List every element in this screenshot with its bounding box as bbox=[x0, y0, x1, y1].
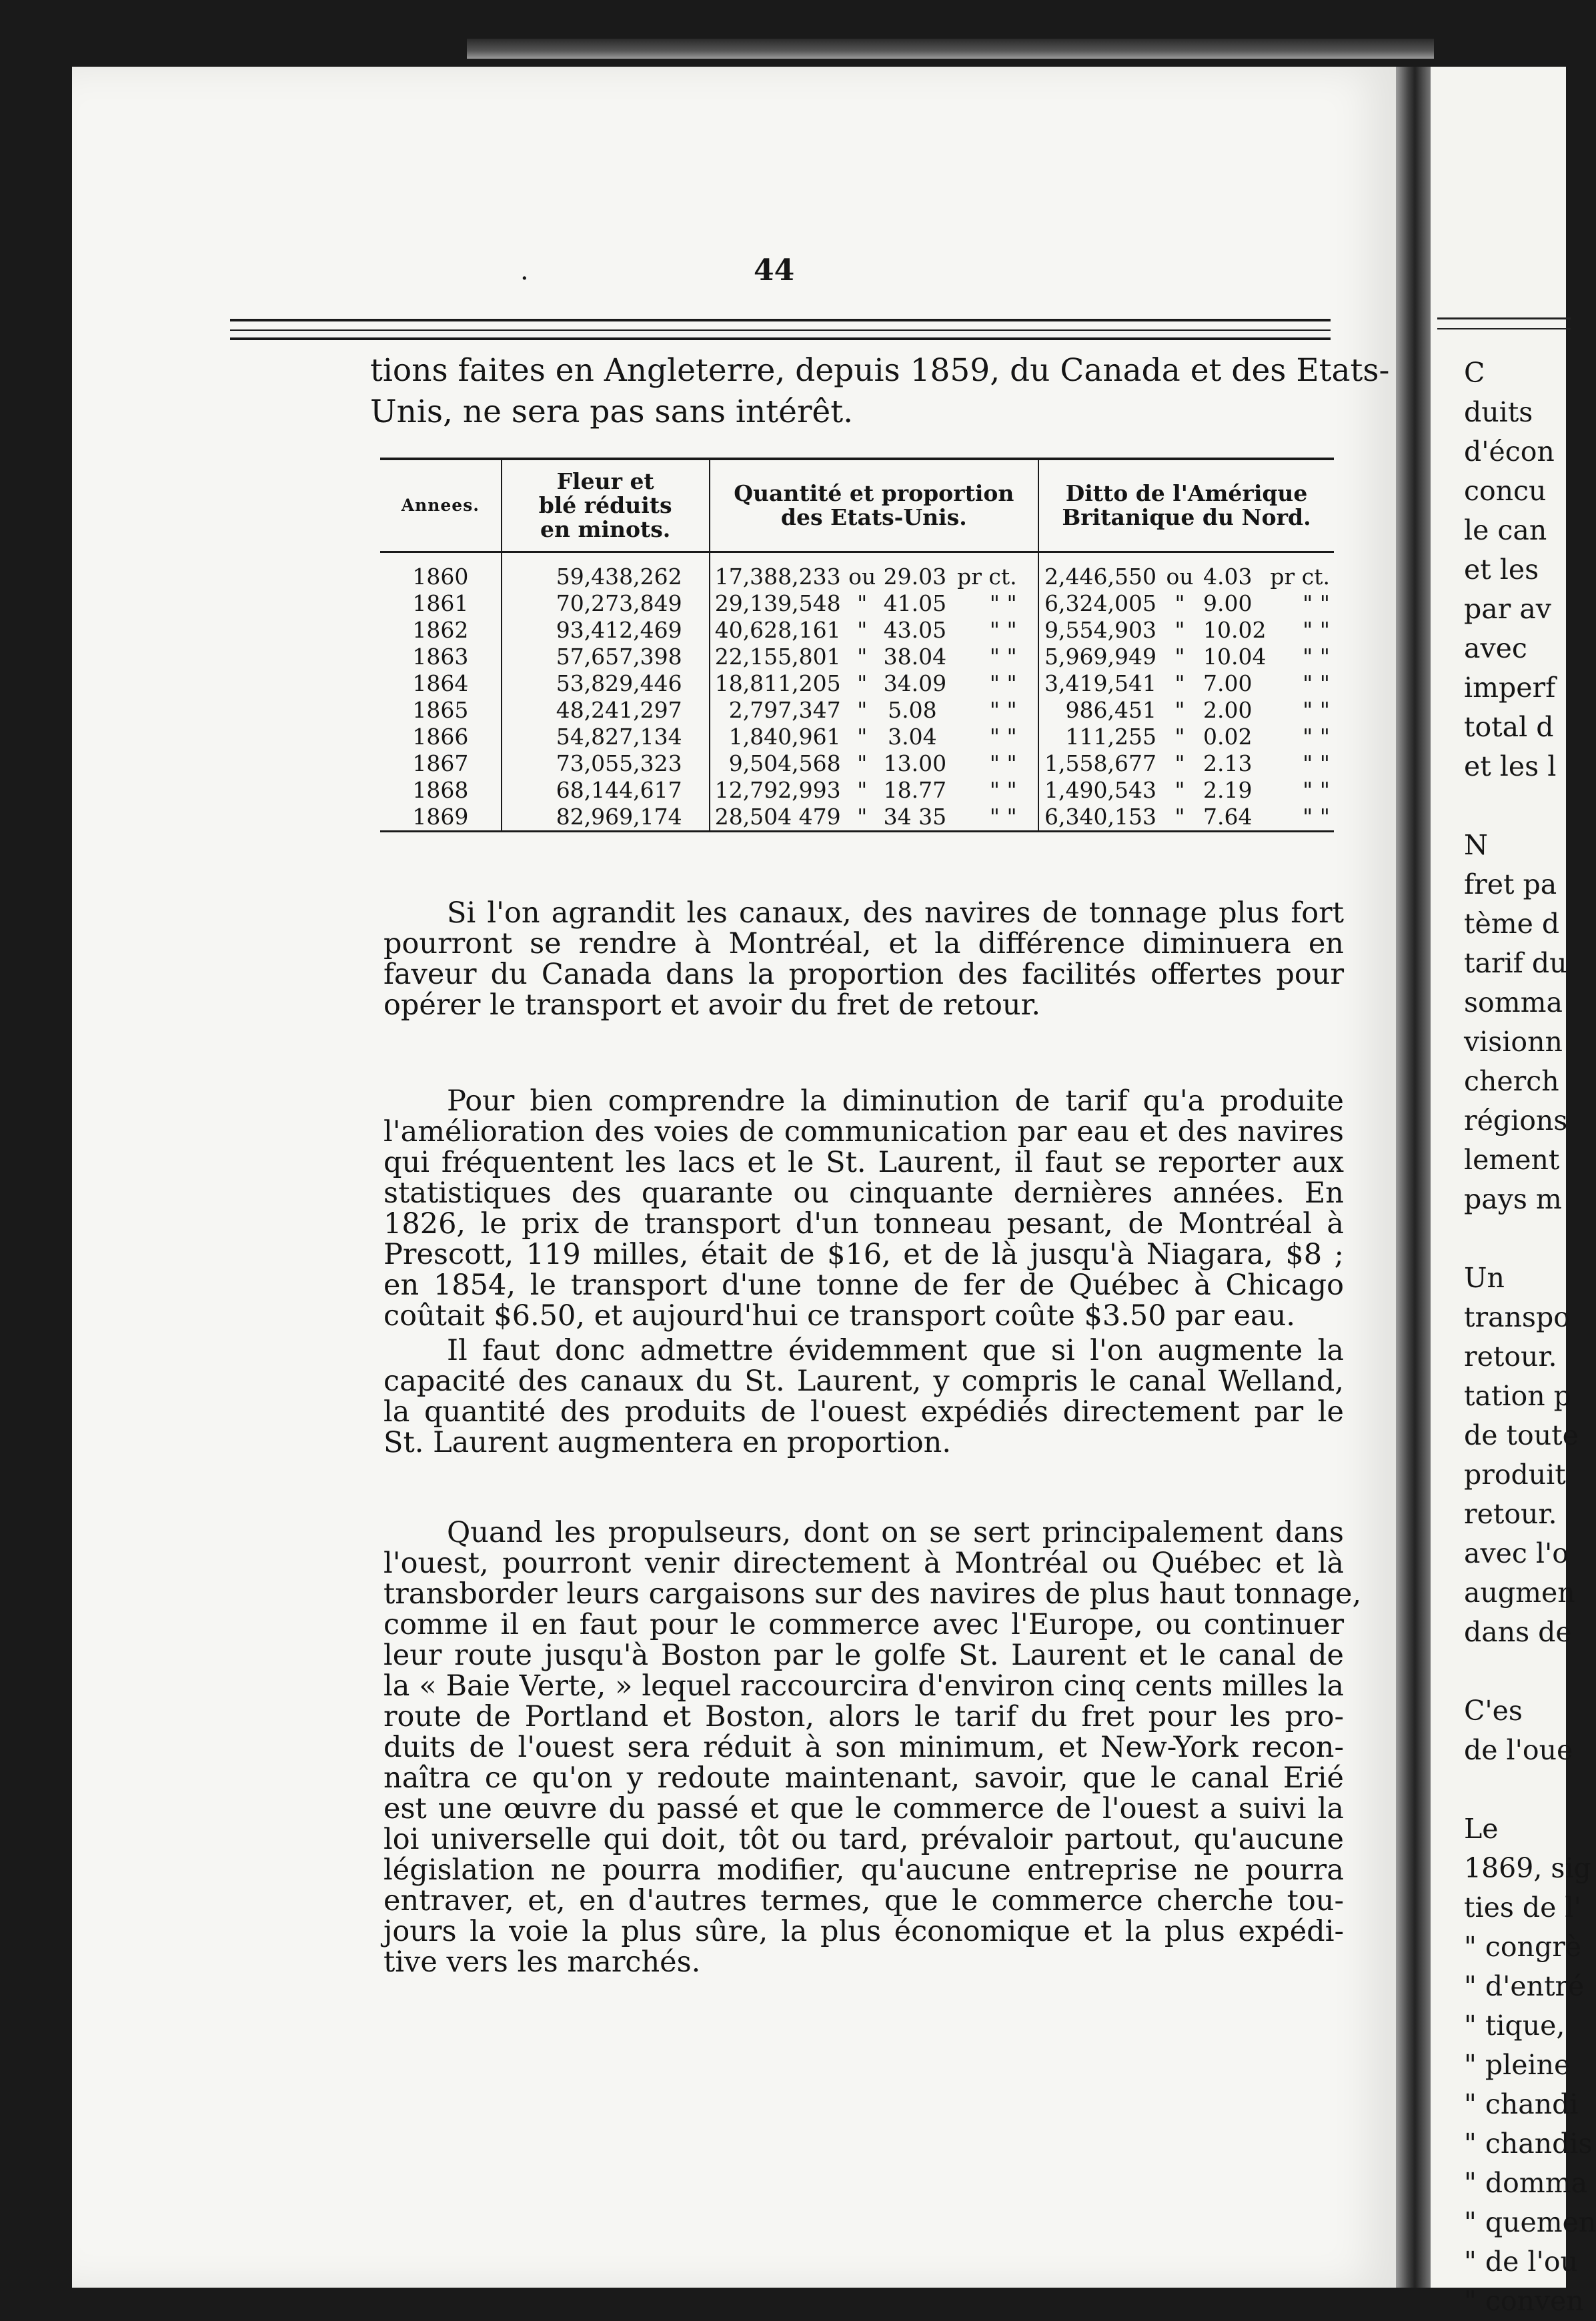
table-row bbox=[380, 804, 1334, 832]
british-connector: " bbox=[1174, 804, 1185, 830]
cell-flour: 53,829,446 bbox=[502, 670, 710, 697]
text-line: la quantité des produits de l'ouest expédiés directement par le bbox=[383, 1395, 1344, 1429]
us-percent: 34 35 bbox=[883, 804, 947, 830]
intro-line: Unis, ne sera pas sans intérêt. bbox=[370, 394, 854, 430]
us-percent: 5.08 bbox=[888, 697, 937, 723]
british-quantity: 1,490,543 bbox=[1044, 777, 1156, 803]
adjacent-page-line bbox=[1464, 786, 1596, 826]
adjacent-page-line: tation p bbox=[1464, 1380, 1571, 1412]
british-percent: 2.19 bbox=[1203, 777, 1253, 803]
table-row bbox=[380, 590, 1334, 617]
adjacent-page-line: duits bbox=[1464, 396, 1533, 428]
british-quantity: 9,554,903 bbox=[1044, 617, 1156, 643]
page-number: 44 bbox=[754, 253, 795, 287]
british-unit: " " bbox=[1303, 804, 1330, 830]
cell-united-states bbox=[710, 750, 1038, 777]
us-quantity: 2,797,347 bbox=[728, 697, 841, 723]
cell-united-states bbox=[710, 724, 1038, 750]
us-quantity: 9,504,568 bbox=[728, 750, 841, 776]
british-unit: " " bbox=[1303, 750, 1330, 776]
us-unit: " " bbox=[989, 617, 1017, 643]
text-line: coûtait $6.50, et aujourd'hui ce transport coûte $3.50 par eau. bbox=[383, 1299, 1296, 1333]
british-percent: 10.04 bbox=[1203, 644, 1267, 670]
us-connector: " bbox=[857, 697, 868, 723]
adjacent-page-line: lement bbox=[1464, 1144, 1560, 1176]
cell-year: 1867 bbox=[412, 750, 469, 776]
british-quantity: 6,324,005 bbox=[1044, 590, 1156, 616]
british-percent: 10.02 bbox=[1203, 617, 1267, 643]
adjacent-page-line: somma bbox=[1464, 986, 1563, 1018]
adjacent-page-line: produit bbox=[1464, 1459, 1566, 1491]
adjacent-page-line: C bbox=[1464, 357, 1485, 389]
adjacent-page-line bbox=[1464, 1219, 1596, 1259]
adjacent-page-line: de toute bbox=[1464, 1419, 1579, 1451]
cell-british-america bbox=[1038, 670, 1334, 697]
british-connector: " bbox=[1174, 697, 1185, 723]
adjacent-page-line: avec l'o bbox=[1464, 1537, 1569, 1569]
intro-line: tions faites en Angleterre, depuis 1859, du Canada et des Etats- bbox=[370, 352, 1390, 389]
us-quantity: 40,628,161 bbox=[714, 617, 841, 643]
cell-year: 1864 bbox=[412, 670, 469, 696]
cell-year: 1866 bbox=[412, 724, 469, 750]
adjacent-page-line: fret pa bbox=[1464, 868, 1557, 900]
us-unit: " " bbox=[989, 670, 1017, 696]
adjacent-page-line: pays m bbox=[1464, 1183, 1562, 1215]
us-percent: 38.04 bbox=[883, 644, 947, 670]
adjacent-page-line: " pleine bbox=[1464, 2049, 1571, 2081]
text-line: la « Baie Verte, » lequel raccourcira d'environ cinq cents milles la bbox=[383, 1669, 1344, 1703]
scan-edge bbox=[467, 39, 1434, 59]
table-header-row bbox=[380, 459, 1334, 552]
cell-british-america bbox=[1038, 552, 1334, 591]
cell-united-states bbox=[710, 617, 1038, 644]
table-row bbox=[380, 644, 1334, 670]
header-rule bbox=[230, 319, 1331, 321]
text-line: en 1854, le transport d'une tonne de fer de Québec à Chicago bbox=[383, 1269, 1344, 1302]
cell-british-america bbox=[1038, 804, 1334, 832]
us-unit: " " bbox=[989, 750, 1017, 776]
text-line: Pour bien comprendre la diminution de tarif qu'a produite bbox=[447, 1084, 1344, 1118]
british-quantity: 6,340,153 bbox=[1044, 804, 1156, 830]
cell-year: 1860 bbox=[412, 564, 469, 590]
header-rule bbox=[230, 337, 1331, 340]
adjacent-page-line: augmen bbox=[1464, 1577, 1575, 1609]
table-row bbox=[380, 777, 1334, 804]
adjacent-page-rule bbox=[1437, 328, 1571, 329]
adjacent-page-line: et les l bbox=[1464, 750, 1557, 782]
british-percent: 7.64 bbox=[1203, 804, 1253, 830]
adjacent-page-line: concu bbox=[1464, 475, 1547, 507]
header-united-states: Quantité et proportion des Etats-Unis. bbox=[710, 459, 1038, 552]
text-line: Il faut donc admettre évidemment que si l'on augmente la bbox=[447, 1334, 1344, 1367]
table-row bbox=[380, 670, 1334, 697]
british-quantity: 5,969,949 bbox=[1044, 644, 1156, 670]
adjacent-page-line: " de l'ou bbox=[1464, 2246, 1578, 2278]
british-percent: 0.02 bbox=[1203, 724, 1253, 750]
us-unit: pr ct. bbox=[957, 564, 1017, 590]
cell-flour: 68,144,617 bbox=[502, 777, 710, 804]
cell-year: 1869 bbox=[380, 804, 502, 832]
adjacent-page-line: " quemen bbox=[1464, 2206, 1596, 2238]
adjacent-page-line: " congrè bbox=[1464, 1931, 1582, 1963]
us-quantity: 18,811,205 bbox=[714, 670, 841, 696]
british-unit: " " bbox=[1303, 724, 1330, 750]
british-unit: " " bbox=[1303, 777, 1330, 803]
adjacent-page-line: de l'oue bbox=[1464, 1734, 1573, 1766]
paragraph bbox=[383, 1516, 1362, 1979]
cell-year: 1862 bbox=[412, 617, 469, 643]
adjacent-page-line: le can bbox=[1464, 514, 1547, 546]
cell-year: 1861 bbox=[412, 590, 469, 616]
adjacent-page-line: d'écon bbox=[1464, 436, 1555, 468]
british-unit: " " bbox=[1303, 697, 1330, 723]
adjacent-page-line: transpo bbox=[1464, 1301, 1570, 1333]
us-quantity: 22,155,801 bbox=[714, 644, 841, 670]
us-connector: " bbox=[857, 590, 868, 616]
cell-british-america bbox=[1038, 617, 1334, 644]
british-percent: 9.00 bbox=[1203, 590, 1253, 616]
us-unit: " " bbox=[989, 777, 1017, 803]
cell-flour: 93,412,469 bbox=[502, 617, 710, 644]
table-row bbox=[380, 697, 1334, 724]
cell-united-states bbox=[710, 804, 1038, 832]
cell-united-states bbox=[710, 777, 1038, 804]
us-quantity: 29,139,548 bbox=[714, 590, 841, 616]
text-line: faveur du Canada dans la proportion des facilités offertes pour bbox=[383, 958, 1344, 991]
us-percent: 3.04 bbox=[888, 724, 937, 750]
us-percent: 29.03 bbox=[883, 564, 947, 590]
text-line: jours la voie la plus sûre, la plus économique et la plus expédi- bbox=[383, 1915, 1344, 1948]
british-percent: 7.00 bbox=[1203, 670, 1253, 696]
text-line: législation ne pourra modifier, qu'aucune entreprise ne pourra bbox=[383, 1853, 1344, 1887]
intro-text bbox=[370, 350, 1390, 433]
text-line: capacité des canaux du St. Laurent, y compris le canal Welland, bbox=[383, 1365, 1344, 1398]
cell-flour: 70,273,849 bbox=[502, 590, 710, 617]
british-quantity: 2,446,550 bbox=[1044, 564, 1156, 590]
british-quantity: 1,558,677 bbox=[1044, 750, 1156, 776]
margin-dot: · bbox=[520, 263, 529, 294]
adjacent-page-line: " d'entré bbox=[1464, 1970, 1585, 2002]
us-connector: " bbox=[857, 777, 868, 803]
text-line: Prescott, 119 milles, était de $16, et de là jusqu'à Niagara, $8 ; bbox=[383, 1238, 1344, 1271]
adjacent-page-line bbox=[1464, 1770, 1596, 1809]
cell-british-america bbox=[1038, 724, 1334, 750]
text-line: opérer le transport et avoir du fret de retour. bbox=[383, 988, 1041, 1022]
adjacent-page-line: et les bbox=[1464, 554, 1539, 586]
british-unit: " " bbox=[1303, 590, 1330, 616]
british-connector: " bbox=[1174, 724, 1185, 750]
adjacent-page-line: C'es bbox=[1464, 1695, 1523, 1727]
table-row bbox=[380, 724, 1334, 750]
table-row bbox=[380, 750, 1334, 777]
cell-british-america bbox=[1038, 697, 1334, 724]
text-line: route de Portland et Boston, alors le tarif du fret pour les pro- bbox=[383, 1700, 1344, 1733]
cell-british-america bbox=[1038, 644, 1334, 670]
text-line: loi universelle qui doit, tôt ou tard, prévaloir partout, qu'aucune bbox=[383, 1823, 1344, 1856]
adjacent-page-line: " chandi bbox=[1464, 2088, 1579, 2120]
us-quantity: 17,388,233 bbox=[714, 564, 841, 590]
british-connector: " bbox=[1174, 750, 1185, 776]
british-connector: " bbox=[1174, 777, 1185, 803]
adjacent-page-line: tarif du bbox=[1464, 947, 1567, 979]
table-row bbox=[380, 617, 1334, 644]
british-connector: " bbox=[1174, 670, 1185, 696]
header-british-america: Ditto de l'Amérique Britanique du Nord. bbox=[1038, 459, 1334, 552]
adjacent-page-line: retour. bbox=[1464, 1341, 1557, 1373]
adjacent-page-line: dans de bbox=[1464, 1616, 1572, 1648]
cell-british-america bbox=[1038, 750, 1334, 777]
us-connector: " bbox=[857, 724, 868, 750]
adjacent-page-line: cherch bbox=[1464, 1065, 1559, 1097]
us-unit: " " bbox=[989, 697, 1017, 723]
adjacent-page-line: visionn bbox=[1464, 1026, 1563, 1058]
adjacent-page-line: " chandis bbox=[1464, 2128, 1593, 2160]
adjacent-page-line: Un bbox=[1464, 1262, 1505, 1294]
text-line: duits de l'ouest sera réduit à son minimum, et New-York recon- bbox=[383, 1731, 1344, 1764]
adjacent-page-line: régions bbox=[1464, 1104, 1568, 1136]
table-row bbox=[380, 552, 1334, 591]
text-line: St. Laurent augmentera en proportion. bbox=[383, 1426, 951, 1459]
book-gutter bbox=[1396, 67, 1431, 2288]
us-percent: 41.05 bbox=[883, 590, 947, 616]
british-connector: " bbox=[1174, 590, 1185, 616]
us-percent: 34.09 bbox=[883, 670, 947, 696]
british-connector: " bbox=[1174, 617, 1185, 643]
us-connector: " bbox=[857, 644, 868, 670]
british-percent: 4.03 bbox=[1203, 564, 1253, 590]
adjacent-page-line: par av bbox=[1464, 593, 1551, 625]
text-line: pourront se rendre à Montréal, et la différence diminuera en bbox=[383, 927, 1344, 960]
us-unit: " " bbox=[989, 804, 1017, 830]
header-flour: Fleur et blé réduits en minots. bbox=[502, 459, 710, 552]
cell-year: 1868 bbox=[412, 777, 469, 803]
adjacent-page-line: " domma bbox=[1464, 2167, 1588, 2199]
us-percent: 13.00 bbox=[883, 750, 947, 776]
adjacent-page bbox=[1431, 67, 1596, 2317]
adjacent-page-rule bbox=[1437, 317, 1571, 319]
us-percent: 18.77 bbox=[883, 777, 947, 803]
adjacent-page-line: total d bbox=[1464, 711, 1554, 743]
paragraph bbox=[383, 1086, 1344, 1331]
adjacent-page-line: Le bbox=[1464, 1813, 1499, 1845]
header-year: Annees. bbox=[380, 459, 502, 552]
paragraph bbox=[383, 1335, 1344, 1458]
cell-flour: 82,969,174 bbox=[502, 804, 710, 832]
cell-united-states bbox=[710, 552, 1038, 591]
cell-year: 1863 bbox=[412, 644, 469, 670]
cell-flour: 54,827,134 bbox=[502, 724, 710, 750]
british-quantity: 3,419,541 bbox=[1044, 670, 1156, 696]
adjacent-page-line: ties de l' bbox=[1464, 1891, 1581, 1923]
us-connector: " bbox=[857, 617, 868, 643]
cell-united-states bbox=[710, 670, 1038, 697]
us-unit: " " bbox=[989, 724, 1017, 750]
adjacent-page-line: " conven bbox=[1464, 2285, 1584, 2317]
adjacent-page-line: avec bbox=[1464, 632, 1527, 664]
text-line: naîtra ce qu'on y redoute maintenant, savoir, que le canal Erié bbox=[383, 1761, 1344, 1795]
text-line: leur route jusqu'à Boston par le golfe St. Laurent et le canal de bbox=[383, 1639, 1344, 1672]
us-quantity: 28,504 479 bbox=[714, 804, 841, 830]
us-unit: " " bbox=[989, 644, 1017, 670]
adjacent-page-line bbox=[1464, 1652, 1596, 1691]
us-percent: 43.05 bbox=[883, 617, 947, 643]
british-unit: " " bbox=[1303, 670, 1330, 696]
british-connector: " bbox=[1174, 644, 1185, 670]
cell-united-states bbox=[710, 697, 1038, 724]
text-line: comme il en faut pour le commerce avec l'Europe, ou continuer bbox=[383, 1608, 1344, 1641]
text-line: l'ouest, pourront venir directement à Montréal ou Québec et là bbox=[383, 1547, 1344, 1580]
export-statistics-table bbox=[380, 458, 1334, 832]
british-quantity: 111,255 bbox=[1065, 724, 1156, 750]
cell-flour: 57,657,398 bbox=[502, 644, 710, 670]
text-line: transborder leurs cargaisons sur des navires de plus haut tonnage, bbox=[383, 1577, 1362, 1611]
us-unit: " " bbox=[989, 590, 1017, 616]
cell-year: 1865 bbox=[412, 697, 469, 723]
british-connector: ou bbox=[1166, 564, 1194, 590]
cell-british-america bbox=[1038, 590, 1334, 617]
us-connector: " bbox=[857, 804, 868, 830]
adjacent-page-line: imperf bbox=[1464, 672, 1556, 704]
text-line: 1826, le prix de transport d'un tonneau pesant, de Montréal à bbox=[383, 1207, 1344, 1241]
adjacent-page-line: " tique, bbox=[1464, 2010, 1565, 2042]
paragraph bbox=[383, 898, 1344, 1020]
adjacent-page-text bbox=[1464, 353, 1596, 2321]
us-quantity: 12,792,993 bbox=[714, 777, 841, 803]
header-rule bbox=[230, 329, 1331, 331]
text-line: Quand les propulseurs, dont on se sert principalement dans bbox=[447, 1516, 1344, 1549]
adjacent-page-line: tème d bbox=[1464, 908, 1560, 940]
adjacent-page-line: 1869, sig bbox=[1464, 1852, 1591, 1884]
adjacent-page-line: N bbox=[1464, 829, 1488, 861]
text-line: entraver, et, en d'autres termes, que le commerce cherche tou- bbox=[383, 1884, 1344, 1917]
british-quantity: 986,451 bbox=[1065, 697, 1156, 723]
cell-british-america bbox=[1038, 777, 1334, 804]
cell-united-states bbox=[710, 590, 1038, 617]
text-line: Si l'on agrandit les canaux, des navires de tonnage plus fort bbox=[447, 896, 1344, 930]
text-line: l'amélioration des voies de communication par eau et des navires bbox=[383, 1115, 1344, 1148]
us-connector: " bbox=[857, 750, 868, 776]
cell-united-states bbox=[710, 644, 1038, 670]
text-line: qui fréquentent les lacs et le St. Laurent, il faut se reporter aux bbox=[383, 1146, 1344, 1179]
text-line: est une œuvre du passé et que le commerce de l'ouest a suivi la bbox=[383, 1792, 1344, 1825]
british-unit: " " bbox=[1303, 644, 1330, 670]
cell-flour: 73,055,323 bbox=[502, 750, 710, 777]
cell-flour: 48,241,297 bbox=[502, 697, 710, 724]
us-connector: " bbox=[857, 670, 868, 696]
us-quantity: 1,840,961 bbox=[728, 724, 841, 750]
text-line: statistiques des quarante ou cinquante dernières années. En bbox=[383, 1177, 1344, 1210]
british-unit: pr ct. bbox=[1270, 564, 1330, 590]
british-unit: " " bbox=[1303, 617, 1330, 643]
british-percent: 2.00 bbox=[1203, 697, 1253, 723]
cell-flour: 59,438,262 bbox=[502, 552, 710, 591]
text-line: tive vers les marchés. bbox=[383, 1946, 701, 1979]
british-percent: 2.13 bbox=[1203, 750, 1253, 776]
adjacent-page-line: retour. bbox=[1464, 1498, 1557, 1530]
us-connector: ou bbox=[848, 564, 876, 590]
